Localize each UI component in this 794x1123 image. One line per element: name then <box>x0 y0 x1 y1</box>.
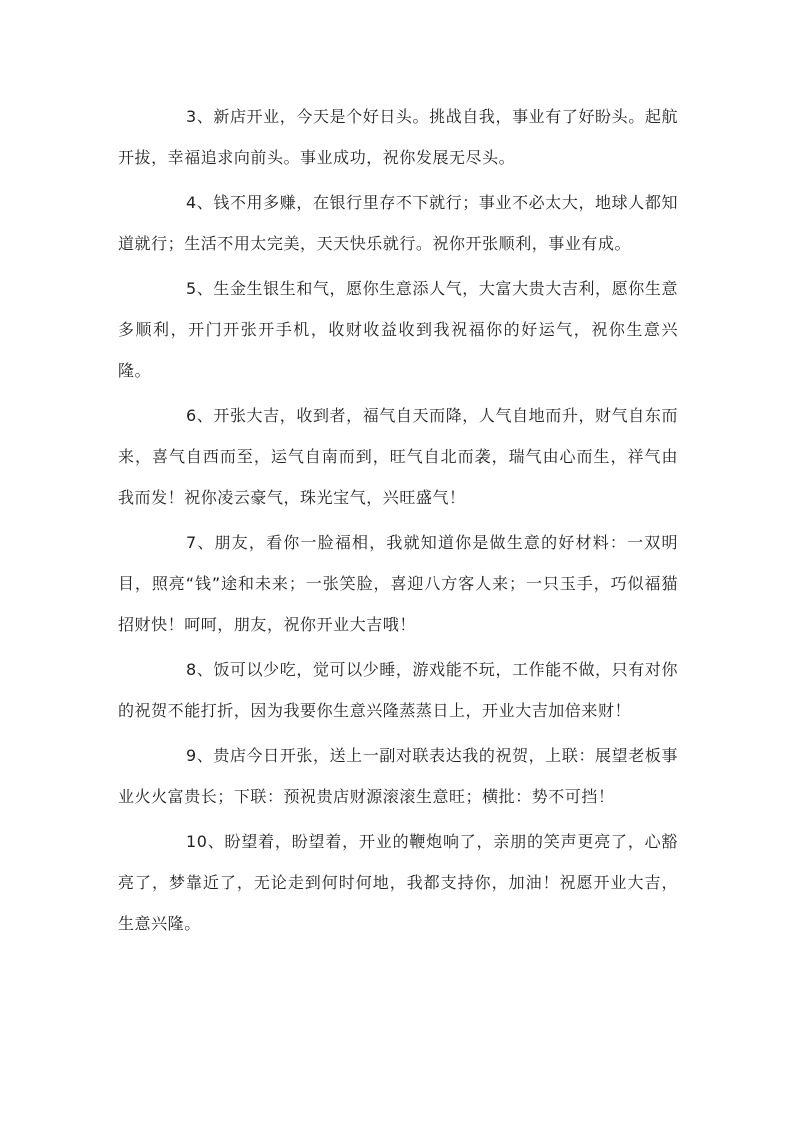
paragraph-10: 10、盼望着，盼望着，开业的鞭炮响了，亲朋的笑声更亮了，心豁亮了，梦靠近了，无论走到何时何地，我都支持你，加油！祝愿开业大吉，生意兴隆。 <box>118 832 678 933</box>
paragraph-4: 4、钱不用多赚，在银行里存不下就行；事业不必太大，地球人都知道就行；生活不用太完美，天天快乐就行。祝你开张顺利，事业有成。 <box>118 193 678 253</box>
document-body <box>118 96 678 948</box>
paragraph-9: 9、贵店今日开张，送上一副对联表达我的祝贺，上联：展望老板事业火火富贵长；下联：预祝贵店财源滚滚生意旺；横批：势不可挡！ <box>118 746 678 806</box>
paragraph-5: 5、生金生银生和气，愿你生意添人气，大富大贵大吉利，愿你生意多顺利，开门开张开手机，收财收益收到我祝福你的好运气，祝你生意兴隆。 <box>118 279 678 380</box>
paragraph-8: 8、饭可以少吃，觉可以少睡，游戏能不玩，工作能不做，只有对你的祝贺不能打折，因为我要你生意兴隆蒸蒸日上，开业大吉加倍来财！ <box>118 660 678 720</box>
paragraph-6: 6、开张大吉，收到者，福气自天而降，人气自地而升，财气自东而来，喜气自西而至，运气自南而到，旺气自北而袭，瑞气由心而生，祥气由我而发！祝你凌云豪气，珠光宝气，兴旺盛气！ <box>118 406 678 507</box>
paragraph-3: 3、新店开业，今天是个好日头。挑战自我，事业有了好盼头。起航开拔，幸福追求向前头。事业成功，祝你发展无尽头。 <box>118 107 678 167</box>
paragraph-7: 7、朋友，看你一脸福相，我就知道你是做生意的好材料：一双明目，照亮“钱”途和未来；一张笑脸，喜迎八方客人来；一只玉手，巧似福猫招财快！呵呵，朋友，祝你开业大吉哦！ <box>118 533 678 634</box>
